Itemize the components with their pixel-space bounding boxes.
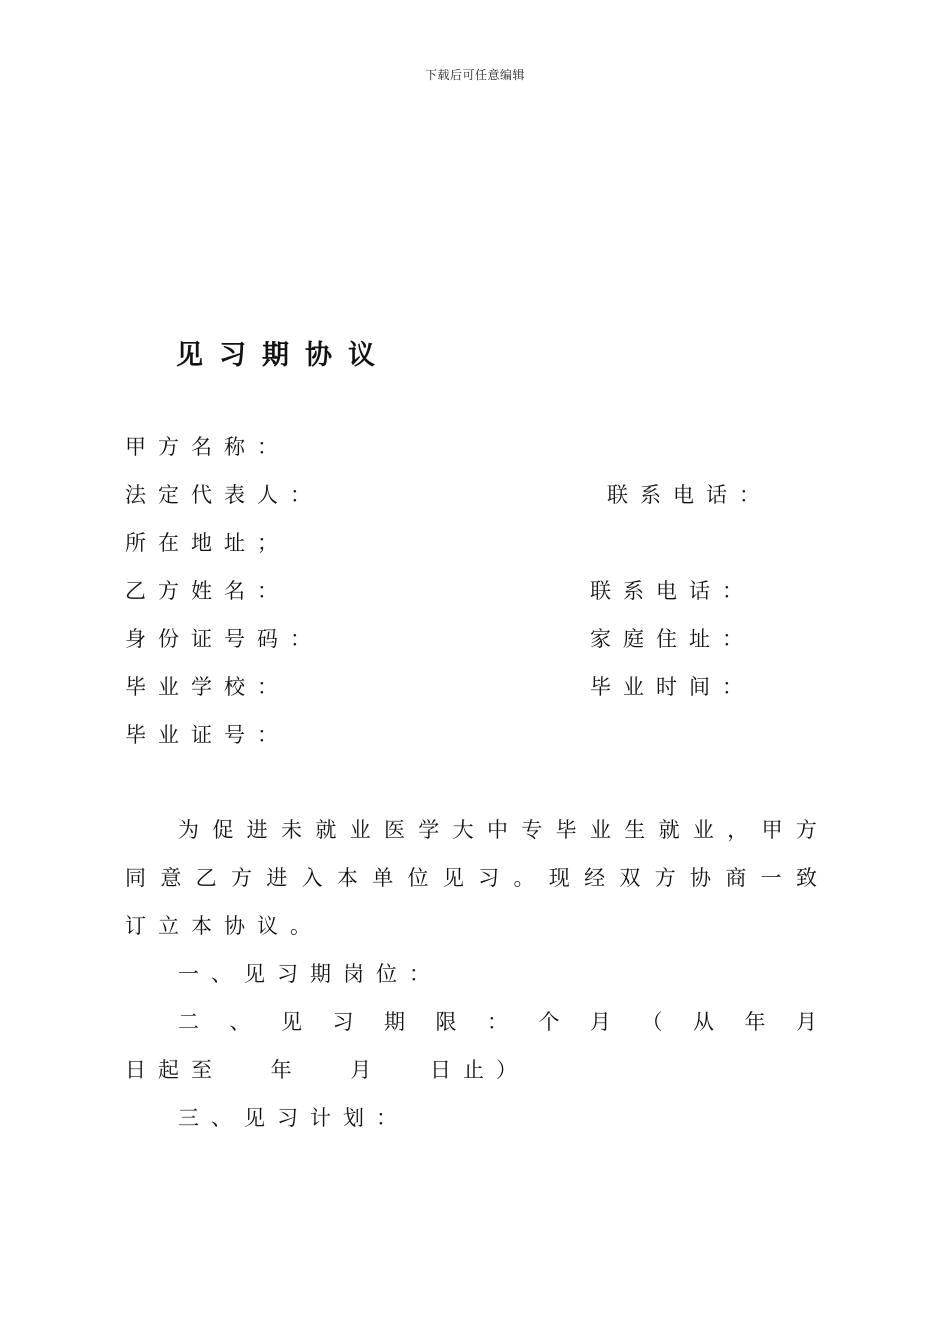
intro-line-3: 订立本协议。	[125, 914, 323, 938]
text-char: 本	[336, 866, 358, 890]
intro-line-1	[178, 817, 817, 843]
text-char: 进	[266, 866, 288, 890]
text-char: 生	[624, 818, 646, 842]
text-char: 学	[418, 818, 440, 842]
clause-2-line-2: 日起至 年 月 日止）	[125, 1058, 530, 1082]
party-a-legal-rep-label: 法定代表人：	[125, 483, 323, 507]
text-char: 医	[383, 818, 405, 842]
text-char: 甲	[761, 818, 783, 842]
text-char: 商	[725, 866, 747, 890]
text-char: 未	[280, 818, 302, 842]
text-char: 乙	[195, 866, 217, 890]
text-char: 中	[486, 818, 508, 842]
text-char: 二	[178, 1010, 199, 1034]
text-char: 意	[160, 866, 182, 890]
text-char: 大	[452, 818, 474, 842]
text-char: 就	[658, 818, 680, 842]
clause-3: 三、见习计划：	[178, 1106, 409, 1130]
text-char: 见	[281, 1010, 302, 1034]
intro-line-2	[125, 865, 817, 891]
text-char: 见	[442, 866, 464, 890]
text-char: 经	[584, 866, 606, 890]
text-char: 进	[246, 818, 268, 842]
party-a-address-label: 所在地址；	[125, 531, 290, 555]
text-char: 习	[332, 1010, 354, 1034]
text-char: 同	[125, 866, 146, 890]
text-char: 双	[619, 866, 641, 890]
text-char: 一	[760, 866, 782, 890]
party-b-id-label: 身份证号码：	[125, 627, 323, 651]
text-char: 促	[212, 818, 234, 842]
text-char: 个	[538, 1010, 560, 1034]
text-char: 月	[796, 1010, 817, 1034]
text-char: 位	[407, 866, 429, 890]
party-b-grad-time-label: 毕业时间：	[590, 675, 755, 699]
text-char: 方	[230, 866, 252, 890]
text-char: 。	[513, 866, 535, 890]
party-b-school-label: 毕业学校：	[125, 675, 290, 699]
header-note: 下载后可任意编辑	[424, 68, 525, 82]
text-char: 为	[178, 818, 199, 842]
text-char: 月	[590, 1010, 611, 1034]
text-char: 单	[372, 866, 394, 890]
text-char: ：	[487, 1010, 508, 1034]
party-b-cert-label: 毕业证号：	[125, 723, 290, 747]
text-char: 、	[229, 1010, 251, 1034]
party-b-home-label: 家庭住址：	[590, 627, 755, 651]
text-char: 毕	[555, 818, 577, 842]
clause-2-line-1	[178, 1009, 817, 1035]
text-char: 方	[795, 818, 817, 842]
text-char: 期	[384, 1010, 405, 1034]
text-char: 年	[744, 1010, 766, 1034]
text-char: 限	[435, 1010, 457, 1034]
party-b-phone-label: 联系电话：	[590, 579, 755, 603]
text-char: 从	[693, 1010, 714, 1034]
party-b-name-label: 乙方姓名：	[125, 579, 290, 603]
party-a-phone-label: 联系电话：	[607, 483, 772, 507]
document-title: 见习期协议	[176, 340, 391, 371]
text-char: 就	[315, 818, 337, 842]
text-char: （	[641, 1010, 663, 1034]
text-char: 方	[654, 866, 676, 890]
text-char: 现	[548, 866, 570, 890]
text-char: 业	[692, 818, 714, 842]
text-char: 业	[349, 818, 371, 842]
text-char: 入	[301, 866, 323, 890]
text-char: 专	[521, 818, 543, 842]
text-char: 协	[690, 866, 711, 890]
clause-1: 一、见习期岗位：	[178, 962, 442, 986]
text-char: 习	[478, 866, 500, 890]
party-a-name-label: 甲方名称：	[125, 435, 290, 459]
text-char: 业	[589, 818, 611, 842]
text-char: ，	[727, 818, 749, 842]
text-char: 致	[795, 866, 817, 890]
